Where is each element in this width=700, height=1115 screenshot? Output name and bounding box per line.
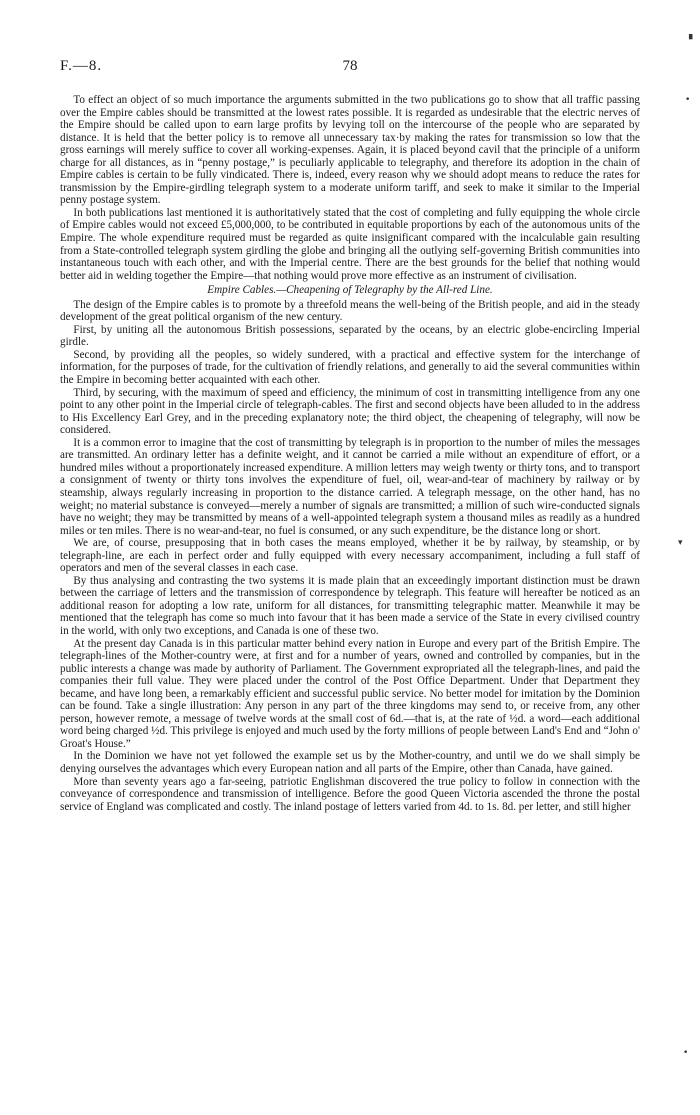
margin-mark: •	[683, 1048, 689, 1058]
paragraph: By thus analysing and contrasting the two systems it is made plain that an exceedingly important distinction must be drawn between the carriage of letters and the transmission of correspondence by telegraph. This feature will hereafter be noticed as an additional reason for adopting a low rate, uniform for all distances, for transmitting telegraphic matter. Meanwhile it may be mentioned that the telegraph has come so much into favour that it has been made a service of the State in every civilised country in the world, with only two exceptions, and Canada is one of these two.	[60, 574, 640, 637]
page-header	[60, 58, 640, 82]
document-page	[60, 58, 640, 813]
document-reference: F.—8.	[60, 58, 103, 74]
paragraph: At the present day Canada is in this particular matter behind every nation in Europe and every part of the British Empire. The telegraph-lines of the Mother-country were, at first and for a number of years, owned and controlled by companies, but in the public interests a change was made by authority of Parliament. The Government expropriated all the telegraph-lines, and paid the companies their full value. They were placed under the control of the Post Office Department. Under that Department they became, and have long been, a remarkably efficient and successful public service. No better model for imitation by the Dominion can be found. Take a single illustration: Any person in any part of the three kingdoms may send to, or receive from, any other person, however remote, a message of twelve words at the small cost of 6d.—that is, at the rate of ½d. a word—each additional word being charged ½d. This privilege is enjoyed and much used by the forty millions of people between Land's End and “John o' Groat's House.”	[60, 637, 640, 750]
paragraph: Third, by securing, with the maximum of speed and efficiency, the minimum of cost in transmitting intelligence from any one point to any other point in the Imperial circle of telegraph-cables. The first and second objects have been alluded to in the address to His Excellency Earl Grey, and in the preceding explanatory note; the third object, the cheapening of telegraphy, will now be considered.	[60, 386, 640, 437]
margin-mark: ▾	[678, 538, 683, 548]
paragraph: It is a common error to imagine that the cost of transmitting by telegraph is in proportion to the number of miles the messages are transmitted. An ordinary letter has a definite weight, and it cannot be carried a mile without an expenditure of effort, or a hundred miles without a proportionately increased expenditure. A million letters may weigh twenty or thirty tons, and to transport a consignment of twenty or thirty tons involves the expenditure of fuel, oil, wear-and-tear of machinery by railway or by steamship, always regularly increasing in proportion to the distance carried. A telegraph message, on the other hand, has no weight; no material substance is conveyed—merely a number of signals are transmitted; a million of such wire-conducted signals have no weight; they may be transmitted by means of a well-appointed telegraph system a thousand miles as readily as a hundred miles or ten miles. There is no wear-and-tear, no fuel is consumed, or any such expenditure, be the distance long or short.	[60, 436, 640, 537]
paragraph: In both publications last mentioned it is authoritatively stated that the cost of completing and fully equipping the whole circle of Empire cables would not exceed £5,000,000, to be contributed in equitable proportions by each of the autonomous units of the Empire. The whole expenditure required must be regarded as quite insignificant compared with the incalculable gain resulting from a State-controlled telegraph system girdling the globe and bringing all the outlying self-governing British communities into instantaneous touch with each other, and with the Imperial centre. There are the best grounds for the belief that nothing would better aid in welding together the Empire—that nothing would prove more effective as an instrument of civilisation.	[60, 206, 640, 282]
document-body	[60, 94, 640, 813]
paragraph: First, by uniting all the autonomous British possessions, separated by the oceans, by an electric globe-encircling Imperial girdle.	[60, 323, 640, 349]
page-number: 78	[342, 58, 358, 74]
margin-mark: •	[685, 95, 691, 105]
paragraph: More than seventy years ago a far-seeing, patriotic Englishman discovered the true policy to follow in connection with the conveyance of correspondence and transmission of intelligence. Before the good Queen Victoria ascended the throne the postal service of England was complicated and costly. The inland postage of letters varied from 4d. to 1s. 8d. per letter, and still higher	[60, 775, 640, 813]
section-heading: Empire Cables.—Cheapening of Telegraphy by the All-red Line.	[207, 284, 493, 297]
paragraph: To effect an object of so much importance the arguments submitted in the two publications go to show that all traffic passing over the Empire cables should be transmitted at the lowest rates possible. It is regarded as undesirable that the electric nerves of the Empire should be called upon to earn large profits by levying toll on the intercourse of the people who are separated by distance. It is held that the better policy is to remove all unnecessary tax·by making the rates for transmission so low that the gross earnings will merely suffice to cover all working-expenses. Again, it is placed beyond cavil that the principle of a uniform charge for all distances, as in “penny postage,” is peculiarly applicable to telegraphy, and therefore its adoption in the chain of Empire cables is certain to be fully vindicated. There is, indeed, every reason why we should adopt means to reduce the rates for transmission by the Empire-girdling telegraph system to a moderate uniform tariff, and seek to make it similar to the Imperial penny postage system.	[60, 94, 640, 207]
paragraph: Second, by providing all the peoples, so widely sundered, with a practical and effective system for the interchange of information, for the purposes of trade, for the cultivation of friendly relations, and generally to aid the several communities within the Empire in becoming better acquainted with each other.	[60, 348, 640, 387]
paragraph: We are, of course, presupposing that in both cases the means employed, whether it be by railway, by steamship, or by telegraph-line, are each in perfect order and fully equipped with every necessary accompaniment, including a full staff of operators and men of the several classes in each case.	[60, 537, 640, 575]
paragraph: In the Dominion we have not yet followed the example set us by the Mother-country, and until we do we shall simply be denying ourselves the advantages which every European nation and all parts of the Empire, other than Canada, have gained.	[60, 750, 640, 775]
paragraph: The design of the Empire cables is to promote by a threefold means the well-being of the British people, and aid in the steady development of the great political organism of the new century.	[60, 298, 640, 324]
margin-mark: ▖	[689, 30, 696, 40]
